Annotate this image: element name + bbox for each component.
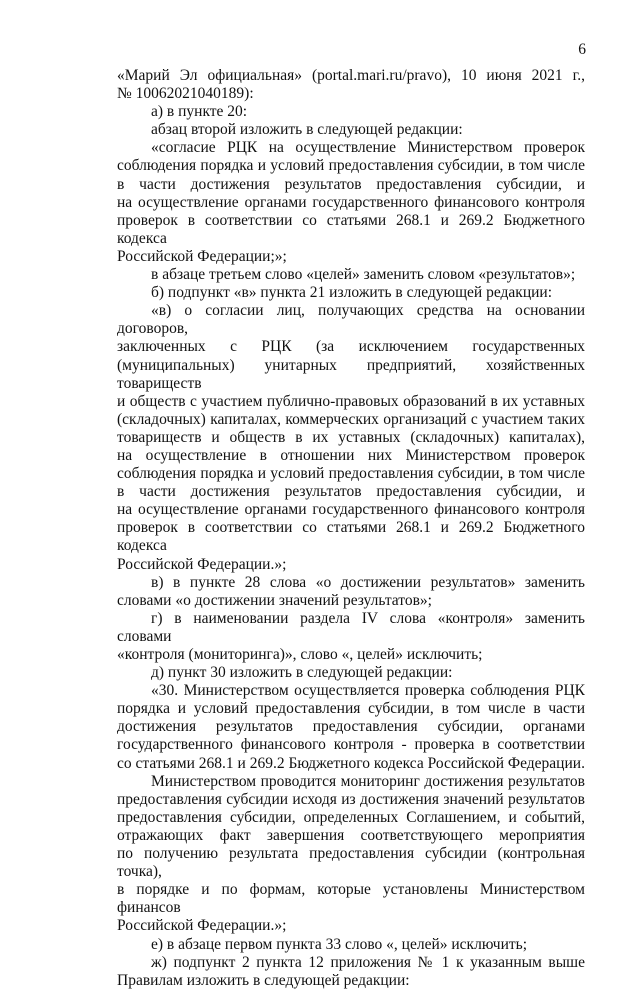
text-line: № 10062021040189): (117, 85, 254, 103)
text-line: в абзаце третьем слово «целей» заменить словом «результатов»; (151, 266, 576, 284)
text-line: в) в пункте 28 слова «о достижении результатов» заменить (151, 573, 585, 591)
text-line: предоставления субсидии, определенных Соглашением, и событий, (117, 808, 585, 826)
text-line: «Марий Эл официальная» (portal.mari.ru/pravo), 10 июня 2021 г., (117, 67, 585, 84)
text-line: (складочных) капиталах, коммерческих организаций с участием таких (117, 410, 585, 428)
text-line: на осуществление органами государственного финансового контроля (117, 501, 585, 519)
text-line: в части достижения результатов предоставления субсидии, и (117, 483, 585, 501)
text-line: Российской Федерации;»; (117, 247, 287, 265)
text-line: отражающих факт завершения соответствующего мероприятия (117, 826, 585, 844)
text-line: по получению результата предоставления субсидии (контрольная точка), (117, 845, 585, 881)
document-body (117, 67, 585, 990)
text-line: б) подпункт «в» пункта 21 изложить в следующей редакции: (151, 284, 553, 302)
text-line: достижения результатов предоставления субсидии, органами (117, 718, 585, 736)
text-line: государственного финансового контроля - проверка в соответствии (117, 736, 585, 754)
text-line: словами «о достижении значений результатов»; (117, 591, 432, 609)
text-line: со статьями 268.1 и 269.2 Бюджетного кодекса Российской Федерации. (117, 754, 585, 772)
text-line: и обществ с участием публично-правовых образований в их уставных (117, 392, 585, 410)
text-line: заключенных с РЦК (за исключением государственных (117, 338, 585, 356)
text-line: абзац второй изложить в следующей редакции: (151, 121, 463, 139)
text-line: Правилам изложить в следующей редакции: (117, 971, 410, 989)
text-line: проверок в соответствии со статьями 268.1 и 269.2 Бюджетного кодекса (117, 519, 585, 555)
text-line: е) в абзаце первом пункта 33 слово «, целей» исключить; (151, 935, 528, 953)
text-line: «30. Министерством осуществляется проверка соблюдения РЦК (151, 682, 585, 700)
text-line: проверок в соответствии со статьями 268.1 и 269.2 Бюджетного кодекса (117, 211, 585, 247)
text-line: на осуществление в отношении них Министерством проверок (117, 446, 585, 464)
text-line: соблюдения порядка и условий предоставления субсидии, в том числе (117, 465, 585, 483)
text-line: Министерством проводится мониторинг достижения результатов (151, 772, 585, 790)
text-line: д) пункт 30 изложить в следующей редакции: (151, 664, 453, 682)
text-line: Российской Федерации.»; (117, 917, 287, 935)
text-line: «контроля (мониторинга)», слово «, целей» исключить; (117, 646, 483, 663)
text-line: в части достижения результатов предоставления субсидии, и (117, 175, 585, 193)
text-line: «согласие РЦК на осуществление Министерством проверок (151, 139, 585, 157)
text-line: предоставления субсидии исходя из достижения значений результатов (117, 790, 585, 808)
text-line: товариществ и обществ в их уставных (складочных) капиталах), (117, 428, 585, 446)
text-line: (муниципальных) унитарных предприятий, хозяйственных товариществ (117, 356, 585, 392)
text-line: ж) подпункт 2 пункта 12 приложения № 1 к указанным выше (151, 953, 585, 971)
text-line: «в) о согласии лиц, получающих средства на основании договоров, (117, 302, 585, 338)
text-line: соблюдения порядка и условий предоставления субсидии, в том числе (117, 157, 585, 175)
text-line: г) в наименовании раздела IV слова «контроля» заменить словами (117, 609, 585, 645)
page-number: 6 (578, 41, 586, 58)
text-line: Российской Федерации.»; (117, 555, 287, 573)
text-line: а) в пункте 20: (151, 103, 248, 121)
text-line: на осуществление органами государственного финансового контроля (117, 193, 585, 211)
text-line: в порядке и по формам, которые установлены Министерством финансов (117, 881, 585, 917)
text-line: порядка и условий предоставления субсидии, в том числе в части (117, 700, 585, 718)
